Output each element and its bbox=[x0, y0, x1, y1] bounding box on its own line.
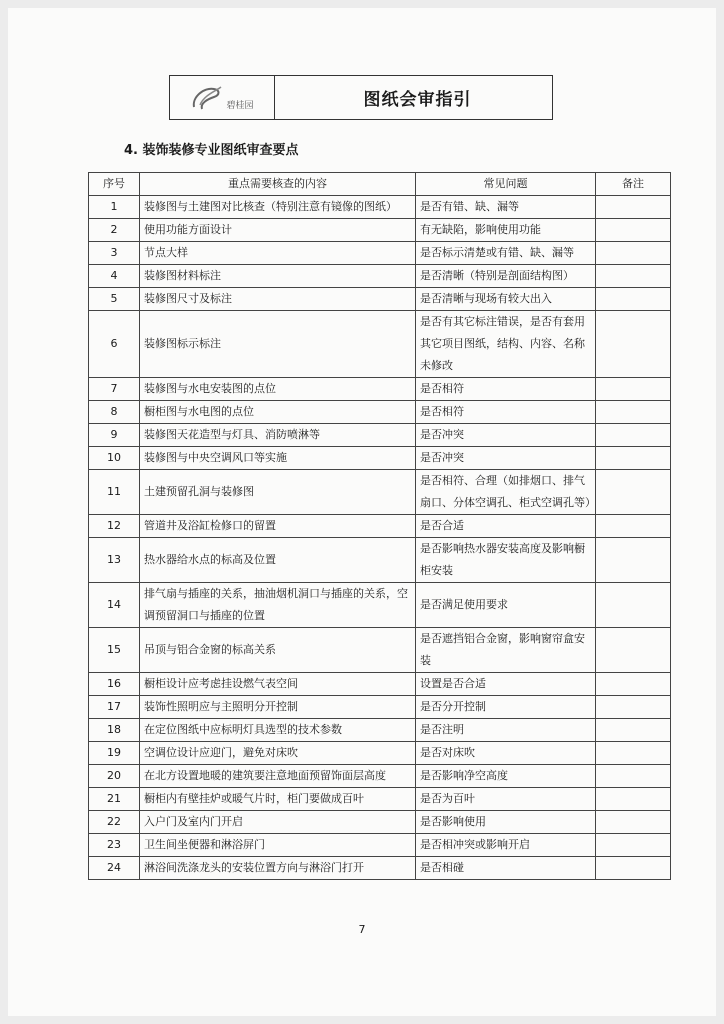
column-header-no: 序号 bbox=[89, 173, 140, 196]
document-page bbox=[8, 8, 716, 1016]
table-row bbox=[89, 311, 671, 378]
cell-note bbox=[596, 742, 671, 765]
review-table bbox=[88, 172, 671, 880]
cell-item: 装修图与中央空调风口等实施 bbox=[140, 447, 416, 470]
cell-item: 橱柜设计应考虑挂设燃气表空间 bbox=[140, 673, 416, 696]
cell-no: 20 bbox=[89, 765, 140, 788]
cell-item: 橱柜图与水电图的点位 bbox=[140, 401, 416, 424]
logo-text: 碧桂园 bbox=[226, 101, 254, 111]
cell-no: 19 bbox=[89, 742, 140, 765]
cell-item: 淋浴间洗涤龙头的安装位置方向与淋浴门打开 bbox=[140, 857, 416, 880]
cell-item: 节点大样 bbox=[140, 242, 416, 265]
cell-note bbox=[596, 628, 671, 673]
cell-note bbox=[596, 834, 671, 857]
table-row bbox=[89, 696, 671, 719]
column-header-note: 备注 bbox=[596, 173, 671, 196]
table-row bbox=[89, 765, 671, 788]
cell-issue: 是否影响热水器安装高度及影响橱柜安装 bbox=[416, 538, 596, 583]
cell-issue: 是否为百叶 bbox=[416, 788, 596, 811]
cell-item: 吊顶与铝合金窗的标高关系 bbox=[140, 628, 416, 673]
cell-issue: 是否满足使用要求 bbox=[416, 583, 596, 628]
cell-no: 2 bbox=[89, 219, 140, 242]
cell-note bbox=[596, 470, 671, 515]
table-row bbox=[89, 515, 671, 538]
cell-item: 卫生间坐便器和淋浴屏门 bbox=[140, 834, 416, 857]
table-row bbox=[89, 628, 671, 673]
cell-item: 装修图标示标注 bbox=[140, 311, 416, 378]
document-header bbox=[169, 75, 553, 120]
column-header-item: 重点需要核查的内容 bbox=[140, 173, 416, 196]
cell-note bbox=[596, 696, 671, 719]
cell-note bbox=[596, 265, 671, 288]
table-row bbox=[89, 401, 671, 424]
cell-no: 23 bbox=[89, 834, 140, 857]
cell-no: 17 bbox=[89, 696, 140, 719]
cell-note bbox=[596, 196, 671, 219]
cell-issue: 是否标示清楚或有错、缺、漏等 bbox=[416, 242, 596, 265]
company-logo bbox=[170, 76, 275, 119]
cell-issue: 有无缺陷，影响使用功能 bbox=[416, 219, 596, 242]
table-row bbox=[89, 788, 671, 811]
table-row bbox=[89, 583, 671, 628]
cell-item: 在定位图纸中应标明灯具选型的技术参数 bbox=[140, 719, 416, 742]
cell-no: 18 bbox=[89, 719, 140, 742]
section-title: 4. 装饰装修专业图纸审查要点 bbox=[124, 143, 299, 158]
table-row bbox=[89, 857, 671, 880]
cell-note bbox=[596, 811, 671, 834]
cell-note bbox=[596, 378, 671, 401]
table-row bbox=[89, 811, 671, 834]
cell-issue: 是否相符 bbox=[416, 378, 596, 401]
table-header-row bbox=[89, 173, 671, 196]
cell-item: 排气扇与插座的关系，抽油烟机洞口与插座的关系，空调预留洞口与插座的位置 bbox=[140, 583, 416, 628]
table-row bbox=[89, 470, 671, 515]
cell-note bbox=[596, 765, 671, 788]
cell-note bbox=[596, 401, 671, 424]
cell-no: 11 bbox=[89, 470, 140, 515]
cell-no: 16 bbox=[89, 673, 140, 696]
cell-issue: 是否有错、缺、漏等 bbox=[416, 196, 596, 219]
table-row bbox=[89, 447, 671, 470]
cell-no: 7 bbox=[89, 378, 140, 401]
cell-no: 13 bbox=[89, 538, 140, 583]
cell-no: 10 bbox=[89, 447, 140, 470]
cell-no: 21 bbox=[89, 788, 140, 811]
column-header-issue: 常见问题 bbox=[416, 173, 596, 196]
cell-note bbox=[596, 447, 671, 470]
cell-note bbox=[596, 673, 671, 696]
cell-no: 14 bbox=[89, 583, 140, 628]
cell-note bbox=[596, 583, 671, 628]
cell-note bbox=[596, 515, 671, 538]
table-row bbox=[89, 424, 671, 447]
cell-issue: 是否清晰（特别是剖面结构图） bbox=[416, 265, 596, 288]
table-row bbox=[89, 834, 671, 857]
page-number: 7 bbox=[358, 923, 366, 936]
cell-item: 管道井及浴缸检修口的留置 bbox=[140, 515, 416, 538]
cell-note bbox=[596, 788, 671, 811]
table-row bbox=[89, 742, 671, 765]
cell-no: 12 bbox=[89, 515, 140, 538]
cell-note bbox=[596, 424, 671, 447]
cell-note bbox=[596, 219, 671, 242]
table-row bbox=[89, 538, 671, 583]
cell-no: 4 bbox=[89, 265, 140, 288]
cell-item: 装修图尺寸及标注 bbox=[140, 288, 416, 311]
cell-note bbox=[596, 719, 671, 742]
cell-note bbox=[596, 311, 671, 378]
cell-issue: 是否相冲突或影响开启 bbox=[416, 834, 596, 857]
cell-item: 空调位设计应迎门，避免对床吹 bbox=[140, 742, 416, 765]
cell-item: 橱柜内有壁挂炉或暖气片时，柜门要做成百叶 bbox=[140, 788, 416, 811]
cell-no: 9 bbox=[89, 424, 140, 447]
cell-item: 热水器给水点的标高及位置 bbox=[140, 538, 416, 583]
cell-issue: 是否相符、合理（如排烟口、排气扇口、分体空调孔、柜式空调孔等） bbox=[416, 470, 596, 515]
table-row bbox=[89, 219, 671, 242]
cell-issue: 是否相碰 bbox=[416, 857, 596, 880]
cell-no: 8 bbox=[89, 401, 140, 424]
cell-no: 22 bbox=[89, 811, 140, 834]
cell-issue: 是否合适 bbox=[416, 515, 596, 538]
cell-no: 6 bbox=[89, 311, 140, 378]
cell-issue: 是否清晰与现场有较大出入 bbox=[416, 288, 596, 311]
table-row bbox=[89, 378, 671, 401]
cell-item: 装修图天花造型与灯具、消防喷淋等 bbox=[140, 424, 416, 447]
table-row bbox=[89, 265, 671, 288]
cell-item: 入户门及室内门开启 bbox=[140, 811, 416, 834]
cell-note bbox=[596, 538, 671, 583]
table-row bbox=[89, 719, 671, 742]
cell-issue: 是否影响使用 bbox=[416, 811, 596, 834]
cell-note bbox=[596, 857, 671, 880]
table-row bbox=[89, 673, 671, 696]
cell-note bbox=[596, 288, 671, 311]
cell-item: 土建预留孔洞与装修图 bbox=[140, 470, 416, 515]
cell-no: 24 bbox=[89, 857, 140, 880]
cell-item: 装修图材料标注 bbox=[140, 265, 416, 288]
cell-item: 装饰性照明应与主照明分开控制 bbox=[140, 696, 416, 719]
cell-issue: 是否遮挡铝合金窗，影响窗帘盒安装 bbox=[416, 628, 596, 673]
cell-issue: 是否冲突 bbox=[416, 447, 596, 470]
cell-item: 装修图与水电安装图的点位 bbox=[140, 378, 416, 401]
cell-no: 3 bbox=[89, 242, 140, 265]
cell-no: 1 bbox=[89, 196, 140, 219]
cell-item: 使用功能方面设计 bbox=[140, 219, 416, 242]
cell-issue: 是否注明 bbox=[416, 719, 596, 742]
document-title: 图纸会审指引 bbox=[363, 90, 472, 110]
cell-issue: 是否分开控制 bbox=[416, 696, 596, 719]
swoosh-logo-icon bbox=[190, 83, 224, 113]
table-row bbox=[89, 196, 671, 219]
cell-issue: 是否冲突 bbox=[416, 424, 596, 447]
cell-item: 在北方设置地暖的建筑要注意地面预留饰面层高度 bbox=[140, 765, 416, 788]
cell-issue: 是否有其它标注错误，是否有套用其它项目图纸，结构、内容、名称未修改 bbox=[416, 311, 596, 378]
cell-note bbox=[596, 242, 671, 265]
table-row bbox=[89, 242, 671, 265]
table-row bbox=[89, 288, 671, 311]
cell-no: 5 bbox=[89, 288, 140, 311]
cell-issue: 是否相符 bbox=[416, 401, 596, 424]
cell-no: 15 bbox=[89, 628, 140, 673]
cell-issue: 是否对床吹 bbox=[416, 742, 596, 765]
cell-item: 装修图与土建图对比核查（特别注意有镜像的图纸） bbox=[140, 196, 416, 219]
cell-issue: 是否影响净空高度 bbox=[416, 765, 596, 788]
cell-issue: 设置是否合适 bbox=[416, 673, 596, 696]
